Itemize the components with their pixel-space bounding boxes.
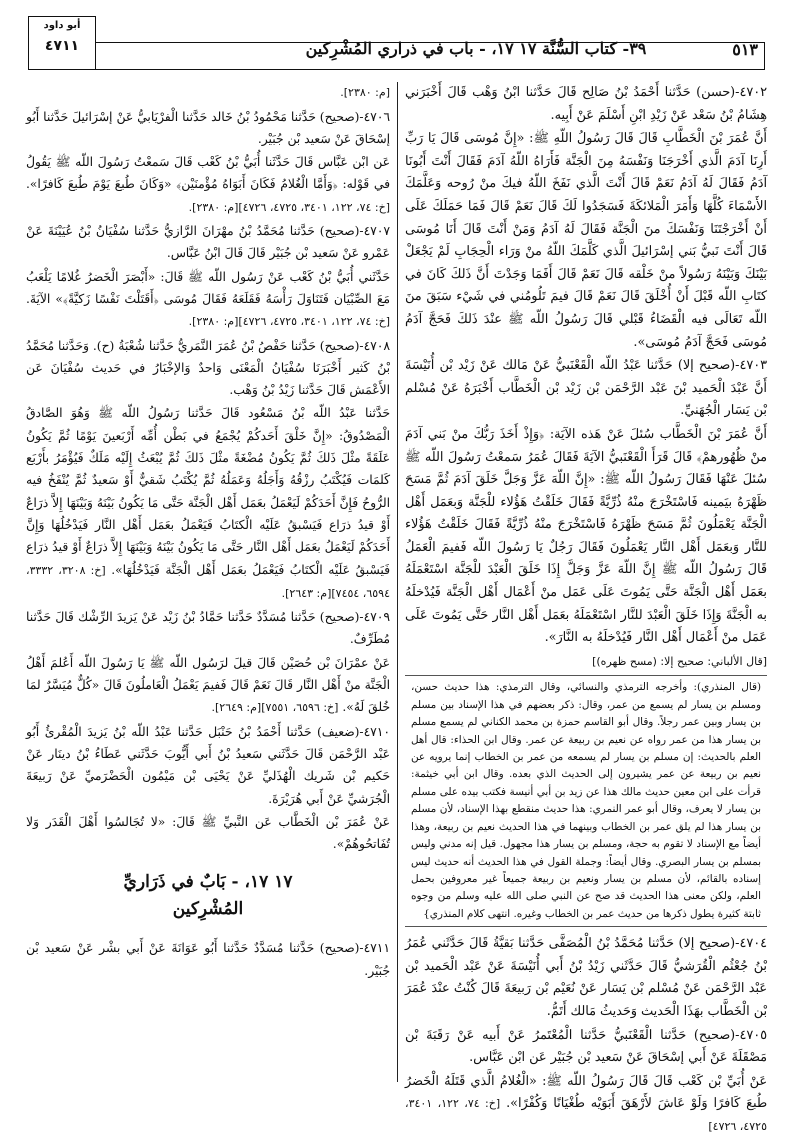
hadith-4703-isnad: ٤٧٠٣-(صحيح إلا) حَدَّثنا عَبْدُ اللّه الْقَعْنَبيُّ عَنْ مَالك عَنْ زَيْد بْن أُنَيْسَةَ أَنَّ عَبْدَ الْحَميد بْنَ عَبْد الرَّحْمَن بْن زَيْد بْن الْخَطَّاب أَخْبَرَهُ عَنْ مُسْلم بْن يَسَار الْجُهَنيِّ.: [405, 358, 767, 419]
page-number: ٥١٣: [732, 40, 758, 59]
running-title: ٣٩- كتاب السُّنَّة ١٧ ١٧، - باب في ذراري المُشْرِكين: [305, 39, 647, 58]
hadith-4708-text: [26, 402, 390, 605]
hadith-4706-isnad: ٤٧٠٦-(صحيح) حَدَّثنا مَحْمُودُ بْنُ خَالد حَدَّثنا الْفرْيَابيُّ عَنْ إسْرَائيلَ حَدَّثنا أَبُو إسْحَاقَ عَنْ سَعيد بْن جُبَيْر.: [26, 109, 390, 146]
hadith-4703-grade: [قال الألباني: صحيح إلا: (مسح ظهره)]: [592, 654, 767, 668]
hadith-4706-text: [26, 151, 390, 219]
column-divider: [397, 82, 398, 1082]
hadith-4705-body: عَنْ أُبَيِّ بْن كَعْب قَالَ قَالَ رَسُولُ اللّه ﷺ: «الْغُلامُ الَّذي قَتَلَهُ الْخَضرُ طُبعَ كَافرًا وَلَوْ عَاشَ لأَرْهَقَ أَبَوَيْه طُغْيَانًا وَكُفْرًا».: [405, 1073, 768, 1112]
hadith-4710-text: عَنْ عُمَرَ بْن الْخَطَّاب عَن النَّبيِّ ﷺ قَالَ: «لا تُجَالسُوا أَهْلَ الْقَدَر وَلا تُفَاتحُوهُمْ».: [26, 814, 390, 852]
chapter-title-line-2: المُشْرِكين: [172, 899, 244, 920]
mundhiri-commentary: (قال المنذري): وأخرجه الترمذي والنسائي، وقال الترمذي: هذا حديث حسن، ومسلم بن يسار لم يسمع من عمر، وقال: ذكر بعضهم في هذا الإسناد بين مسلم بن يسار وبين عمر رجلاً. وقال أبو القاسم حمزة بن محمد الكناني لم يسمع مسلم بن يسار هذا من عمر رواه عن نعيم بن ربيعة عن عمر. وقال ابن الحذاء: قال أهل العلم بالحديث: إن مسلم بن يسار لم يسمعه من عمر بن الخطاب إنما يرويه عن نعيم بن ربيعة عن عمر يشيرون إلى الحديث الذي بعده. وقال ابن أبي خيثمة: قرأت على ابن معين حديث مالك هذا عن زيد بن أبي أنيسة فكتب بيده على مسلم بن يسار لا يعرف، وقال أبو عمر النمري: هذا حديث منقطع بهذا الإسناد، لأن مسلم بن يسار هذا لم يلق عمر بن الخطاب وبينهما في هذا الحديث نعيم بن ربيعة، وهذا أيضاً مع الإسناد لا تقوم به حجة، ومسلم بن يسار هذا مجهول. قيل إنه مدني وليس بمسلم بن يسار البصري. وقال أيضاً: وجملة القول في هذا الحديث أنه حديث ليس إسناده بالقائم، لأن مسلم بن يسار ونعيم بن ربيعة جميعاً غير معروفين بحمل العلم، ولكن معنى هذا الحديث قد صح عن النبي صلى الله عليه وسلم من وجوه ثابتة كثيرة يطول ذكرها من حديث عمر بن الخطاب وغيره. انتهى كلام المنذري}: [405, 675, 767, 927]
chapter-heading: [26, 869, 390, 923]
hadith-4707-reference: [خ: ٧٤، ١٢٢، ٣٤٠١، ٤٧٢٥، ٤٧٢٦][م: ٢٣٨٠].: [188, 315, 390, 329]
hadith-4704-isnad: ٤٧٠٤-(صحيح إلا) حَدَّثنا مُحَمَّدُ بْنُ الْمُصَفَّى حَدَّثنا بَقيَّةُ قَالَ حَدَّثَني عُمَرُ بْنُ جُعْثُم الْقُرَشيُّ قَالَ حَدَّثَني زَيْدُ بْنُ أَبي أُنَيْسَةَ عَنْ عَبْد الْحَميد بْن عَبْد الرَّحْمَن عَنْ مُسْلم بْن يَسَار عَنْ نُعَيْم بْن رَبيعَةَ قَالَ كُنْتُ عنْدَ عُمَرَ بْن الْخَطَّاب بهَذَا الْحَديث وَحَديثُ مَالك أَتَمُّ.: [405, 936, 767, 1019]
hadith-4707-body: حَدَّثَني أُبَيُّ بْنُ كَعْب عَنْ رَسُول اللّه ﷺ قَالَ: «أَبْصَرَ الْخَضرُ غُلامًا يَلْعَبُ مَعَ الصِّبْيَان فَتَنَاوَلَ رَأْسَهُ فَقَلَعَهُ فَقَالَ مُوسَى ﴿أَقَتَلْتَ نَفْسًا زَكيَّةً﴾» الآيَةَ.: [26, 269, 390, 306]
right-column: [405, 82, 768, 1133]
hadith-4705-text: [405, 1071, 767, 1138]
hadith-4707-text: [26, 266, 390, 334]
hadith-4709-text: [26, 652, 390, 720]
continued-reference: [م: ٢٣٨٠].: [340, 86, 390, 99]
hadith-4709-body: عَنْ عمْرَانَ بْن حُصَيْن قَالَ قيلَ لرَسُول اللّه ﷺ يَا رَسُولَ اللّه أَعُلمَ أَهْلُ الْجَنَّة منْ أَهْل النَّار قَالَ نَعَمْ قَالَ فَفيمَ يَعْمَلُ الْعَاملُونَ قَالَ «كُلٌّ مُيَسَّرٌ لمَا خُلقَ لَهُ».: [26, 655, 390, 715]
hadith-4710-isnad: ٤٧١٠-(ضعيف) حَدَّثنا أَحْمَدُ بْنُ حَنْبَل حَدَّثنا عَبْدُ اللّه بْنُ يَزيدَ الْمُقْرئُ أَبُو عَبْد الرَّحْمَن قَالَ حَدَّثَني سَعيدُ بْنُ أَبي أَيُّوبَ حَدَّثَني عَطَاءُ بْنُ دينَار عَنْ حَكيم بْن شَريك الْهُذَليِّ عَنْ يَحْيَى بْن مَيْمُون الْحَضْرَميِّ عَنْ رَبيعَةَ الْجُرَشيِّ عَنْ أَبي هُرَيْرَةَ.: [26, 724, 390, 806]
left-column: [26, 82, 390, 1082]
hadith-4702-text: أَنَّ عُمَرَ بْنَ الْخَطَّابِ قَالَ قَالَ رَسُولُ اللّهِ ﷺ: «إِنَّ مُوسَى قَالَ يَا رَبِّ أَرِنَا آدَمَ الَّذي أَخْرَجَنَا وَنَفْسَهُ مِنَ الْجَنَّة فَأَرَاهُ اللّهُ آدَمَ فَقَالَ أَنْتَ أَبُونَا آدَمُ فَقَالَ لَهُ آدَمُ نَعَمْ قَالَ أَنْتَ الَّذي نَفَخَ اللّهُ فيكَ منْ رُوحه وَعَلَّمَكَ الأَسْمَاءَ كُلَّهَا وَأَمَرَ الْمَلائكَةَ فَسَجَدُوا لَكَ قَالَ نَعَمْ قَالَ فَمَا حَمَلَكَ عَلَى أَنْ أَخْرَجْتَنَا وَنَفْسَكَ منَ الْجَنَّة فَقَالَ لَهُ آدَمُ وَمَنْ أَنْتَ قَالَ أَنَا مُوسَى قَالَ أَنْتَ نَبيُّ بَني إسْرَائيلَ الَّذي كَلَّمَكَ اللّهُ منْ وَرَاء الْحِجَابِ لَمْ يَجْعَلْ بَيْنَكَ وَبَيْنَهُ رَسُولاً منْ خَلْقه قَالَ نَعَمْ قَالَ أَفَمَا وَجَدْتَ أَنَّ ذَلكَ كَانَ في كتَابِ اللّه قَبْلَ أَنْ أُخْلَقَ قَالَ نَعَمْ قَالَ فيمَ تَلُومُني في شَيْء سَبَقَ منَ اللّه تَعَالَى فيه الْقَضَاءُ قَبْلي قَالَ رَسُولُ اللّه ﷺ عنْدَ ذَلكَ فَحَجَّ آدَمُ مُوسَى فَحَجَّ آدَمُ مُوسَى».: [405, 131, 767, 350]
hadith-4702-isnad: ٤٧٠٢-(حسن) حَدَّثنا أَحْمَدُ بْنُ صَالِح قَالَ حَدَّثنا ابْنُ وَهْب قَالَ أَخْبَرَني هِشَامُ بْنُ سَعْد عَنْ زَيْدِ ابْنِ أَسْلَمَ عَنْ أَبِيه.: [405, 85, 767, 123]
hadith-4706-reference: [خ: ٧٤، ١٢٢، ٣٤٠١، ٤٧٢٥، ٤٧٢٦][م: ٢٣٨٠].: [188, 200, 390, 214]
hadith-4711-isnad: ٤٧١١-(صحيح) حَدَّثنا مُسَدَّدٌ حَدَّثنا أَبُو عَوَانَةَ عَنْ أَبي بشْر عَنْ سَعيد بْن جُبَيْر.: [26, 941, 390, 978]
hadith-4709-reference: [خ: ٦٥٩٦، ٧٥٥١][م: ٢٦٤٩].: [211, 701, 339, 715]
hadith-4708-reference: [خ: ٣٢٠٨، ٣٣٣٢، ٦٥٩٤، ٧٤٥٤][م: ٢٦٤٣].: [26, 563, 390, 600]
header-frame: [96, 39, 765, 70]
hadith-4709-isnad: ٤٧٠٩-(صحيح) حَدَّثنا مُسَدَّدٌ حَدَّثنا حَمَّادُ بْنُ زَيْد عَنْ يَزيدَ الرِّشْك قَالَ حَدَّثنا مُطَرِّفٌ.: [26, 610, 390, 647]
hadith-4703-text: أَنَّ عُمَرَ بْنَ الْخَطَّاب سُئلَ عَنْ هَذه الآيَة: ﴿وَإِذْ أَخَذَ رَبُّكَ منْ بَني آدَمَ منْ ظُهُورهمْ﴾ قَالَ قَرَأَ الْقَعْنَبيُّ الآيَةَ فَقَالَ عُمَرُ سَمعْتُ رَسُولَ اللّه ﷺ سُئلَ عَنْهَا فَقَالَ رَسُولُ اللّه ﷺ: «إِنَّ اللّهَ عَزَّ وَجَلَّ خَلَقَ آدَمَ ثُمَّ مَسَحَ ظَهْرَهُ بيَمينه فَاسْتَخْرَجَ منْهُ ذُرِّيَّةً فَقَالَ خَلَقْتُ هَؤُلاء للْجَنَّة وَبعَمَل أَهْل الْجَنَّة يَعْمَلُونَ ثُمَّ مَسَحَ ظَهْرَهُ فَاسْتَخْرَجَ منْهُ ذُرِّيَّةً فَقَالَ خَلَقْتُ هَؤُلاء للنَّار وَبعَمَل أَهْل النَّار يَعْمَلُونَ فَقَالَ رَجُلٌ يَا رَسُولَ اللّه فَفيمَ الْعَمَلُ قَالَ رَسُولُ اللّه ﷺ إِنَّ اللّهَ عَزَّ وَجَلَّ إِذَا خَلَقَ الْعَبْدَ للْجَنَّة اسْتَعْمَلَهُ بعَمَل أَهْل الْجَنَّة حَتَّى يَمُوتَ عَلَى عَمَل منْ أَعْمَال أَهْل الْجَنَّة فَيُدْخلَهُ به الْجَنَّةَ وَإِذَا خَلَقَ الْعَبْدَ للنَّار اسْتَعْمَلَهُ بعَمَل أَهْل النَّار حَتَّى يَمُوتَ عَلَى عَمَل منْ أَعْمَال أَهْل النَّار فَيُدْخلَهُ به النَّارَ».: [405, 426, 767, 646]
hadith-4706-body: عَن ابْن عَبَّاس قَالَ حَدَّثَنا أُبَيُّ بْنُ كَعْب قَالَ سَمعْتُ رَسُولَ اللّه ﷺ يَقُولُ في قَوْله: ﴿وَأَمَّا الْغُلامُ فَكَانَ أَبَوَاهُ مُؤْمنَيْن﴾ «وَكَانَ طُبعَ يَوْمَ طُبعَ كَافرًا».: [26, 155, 390, 192]
book-name: أبو داود: [43, 20, 81, 31]
page-header: [28, 16, 765, 72]
hadith-range-number: ٤٧١١: [44, 38, 80, 54]
chapter-title-line-1: ١٧ ١٧، - بَابٌ في ذَرَاريِّ: [123, 872, 293, 893]
hadith-4707-isnad: ٤٧٠٧-(صحيح) حَدَّثنا مُحَمَّدُ بْنُ مهْرَانَ الرَّازيُّ حَدَّثنا سُفْيَانُ بْنُ عُيَيْنَةَ عَنْ عَمْرو عَنْ سَعيد بْن جُبَيْر قَالَ قَالَ ابْنُ عَبَّاس.: [26, 224, 390, 261]
hadith-4708-isnad: ٤٧٠٨-(صحيح) حَدَّثنا حَفْصُ بْنُ عُمَرَ النَّمَريُّ حَدَّثنا شُعْبَةُ (ح). وَحَدَّثنا مُحَمَّدُ بْنُ كَثير أَخْبَرَنَا سُفْيَانُ الْمَعْنَى وَاحدٌ وَالإخْبَارُ في حَديث سُفْيَانَ عَن الأَعْمَش قَالَ حَدَّثنا زَيْدُ بْنُ وَهْب.: [26, 338, 390, 398]
book-reference-box: [28, 16, 96, 70]
hadith-4708-body: حَدَّثنا عَبْدُ اللّه بْنُ مَسْعُود قَالَ حَدَّثنا رَسُولُ اللّه ﷺ وَهُوَ الصَّادقُ الْمَصْدُوقُ: «إِنَّ خَلْقَ أَحَدكُمْ يُجْمَعُ في بَطْن أُمِّه أَرْبَعينَ يَوْمًا ثُمَّ يَكُونُ عَلَقَةً مثْلَ ذَلكَ ثُمَّ يَكُونُ مُضْغَةً مثْلَ ذَلكَ ثُمَّ يُبْعَثُ إِلَيْه مَلَكٌ فَيُؤْمَرُ بأَرْبَع كَلمَات فَيُكْتَبُ رزْقُهُ وَأَجَلُهُ وَعَمَلُهُ ثُمَّ يُكْتَبُ شَقيٌّ أَوْ سَعيدٌ ثُمَّ يُنْفَخُ فيه الرُّوحُ فَإِنَّ أَحَدَكُمْ لَيَعْمَلُ بعَمَل أَهْل الْجَنَّة حَتَّى مَا يَكُونُ بَيْنَهُ وَبَيْنَهَا إِلاَّ ذرَاعٌ أَوْ قيدُ ذرَاع فَيَسْبقُ عَلَيْه الْكتَابُ فَيَعْمَلُ بعَمَل أَهْل النَّار فَيَدْخُلُهَا وَإِنَّ أَحَدَكُمْ لَيَعْمَلُ بعَمَل أَهْل النَّار حَتَّى مَا يَكُونُ بَيْنَهُ وَبَيْنَهَا إِلاَّ ذرَاعٌ أَوْ قيدُ ذرَاع فَيَسْبقُ عَلَيْه الْكتَابُ فَيَعْمَلُ بعَمَل أَهْل الْجَنَّة فَيَدْخُلُهَا».: [26, 406, 390, 577]
hadith-4705-reference: [خ: ٧٤، ١٢٢، ٣٤٠١، ٤٧٢٥، ٤٧٢٦]: [405, 1097, 767, 1133]
hadith-4705-isnad: ٤٧٠٥-(صحيح) حَدَّثنا الْقَعْنَبيُّ حَدَّثنا الْمُعْتَمرُ عَنْ أَبيه عَنْ رَقَبَةَ بْن مَصْقَلَةَ عَنْ أَبي إسْحَاقَ عَنْ سَعيد بْن جُبَيْر عَن ابْن عَبَّاس.: [405, 1027, 767, 1066]
